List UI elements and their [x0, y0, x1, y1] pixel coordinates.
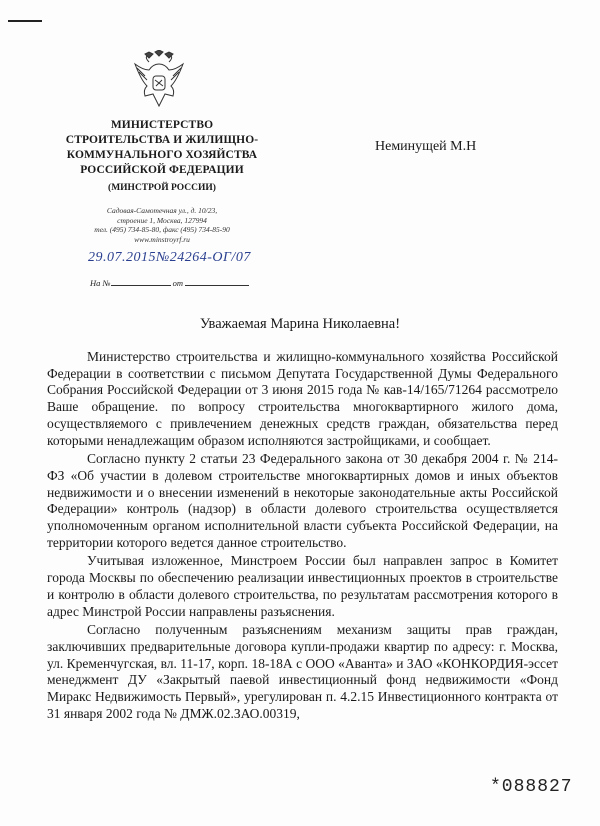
reference-date-blank — [185, 277, 249, 286]
body-paragraph: Учитывая изложенное, Минстроем России был направлен запрос в Комитет города Москвы по обеспечению реализации инвестиционных проектов в строительстве и контролю в области долевого строительства, по результатам рассмотрения которого в адрес Минстрой России направлены разъяснения. — [47, 553, 558, 619]
letter-body — [47, 349, 558, 724]
address-line: www.minstroyrf.ru — [134, 234, 190, 244]
ministry-name-line: РОССИЙСКОЙ ФЕДЕРАЦИИ — [80, 164, 244, 176]
ministry-abbreviation: (МИНСТРОЙ РОССИИ) — [108, 183, 216, 193]
scan-edge-mark — [8, 20, 42, 22]
reference-number-blank — [111, 277, 171, 286]
body-paragraph: Согласно полученным разъяснениям механизм защиты прав граждан, заключивших предварительные договора купли-продажи квартир по адресу: г. Москва, ул. Кременчугская, вл. 11-17, корп. 18-18А с ООО «Аванта» и ЗАО «КОНКОРДИЯ-эссет менеджмент ДУ «Закрытый паевой инвестиционный фонд недвижимости «Фонд Миракс Недвижимость Первый», урегулирован п. 4.2.15 Инвестиционного контракта от 31 января 2002 года № ДМЖ.02.ЗАО.00319, — [47, 622, 558, 721]
ministry-name-line: СТРОИТЕЛЬСТВА И ЖИЛИЩНО- — [65, 134, 259, 146]
ministry-name — [36, 118, 288, 178]
registration-number-handwritten: 29.07.2015№24264-ОГ/07 — [88, 250, 251, 265]
recipient-name: Неминущей М.Н — [375, 139, 477, 154]
ministry-name-line: МИНИСТЕРСТВО — [110, 119, 214, 131]
greeting: Уважаемая Марина Николаевна! — [199, 316, 401, 332]
reference-line — [90, 277, 249, 288]
address-line: строение 1, Москва, 127994 — [117, 215, 207, 225]
coat-of-arms-icon — [131, 50, 187, 110]
reference-prefix: На № — [90, 278, 111, 288]
address-line: тел. (495) 734-85-80, факс (495) 734-85-90 — [94, 225, 230, 234]
ministry-address — [36, 206, 288, 244]
reference-from: от — [172, 278, 184, 288]
ministry-name-line: КОММУНАЛЬНОГО ХОЗЯЙСТВА — [66, 149, 258, 161]
document-serial-number: *088827 — [490, 777, 573, 797]
body-paragraph: Согласно пункту 2 статьи 23 Федерального закона от 30 декабря 2004 г. № 214-ФЗ «Об участии в долевом строительстве многоквартирных домов и иных объектов недвижимости и о внесении изменений в некоторые законодательные акты Российской Федерации» контроль (надзор) в области долевого строительства осуществляется уполномоченным органом исполнительной власти субъекта Российской Федерации, на территории которого ведется данное строительство. — [47, 451, 558, 550]
body-paragraph: Министерство строительства и жилищно-коммунального хозяйства Российской Федерации в соответствии с письмом Депутата Государственной Думы Федерального Собрания Российской Федерации от 3 июня 2015 года № кав-14/165/71264 рассмотрело Ваше обращение. по вопросу строительства многоквартирного жилого дома, осуществляемого с привлечением денежных средств граждан, обязательства перед которыми ненадлежащим образом исполняются застройщиками, и сообщает. — [47, 349, 558, 448]
address-line: Садовая-Самотечная ул., д. 10/23, — [106, 206, 218, 215]
